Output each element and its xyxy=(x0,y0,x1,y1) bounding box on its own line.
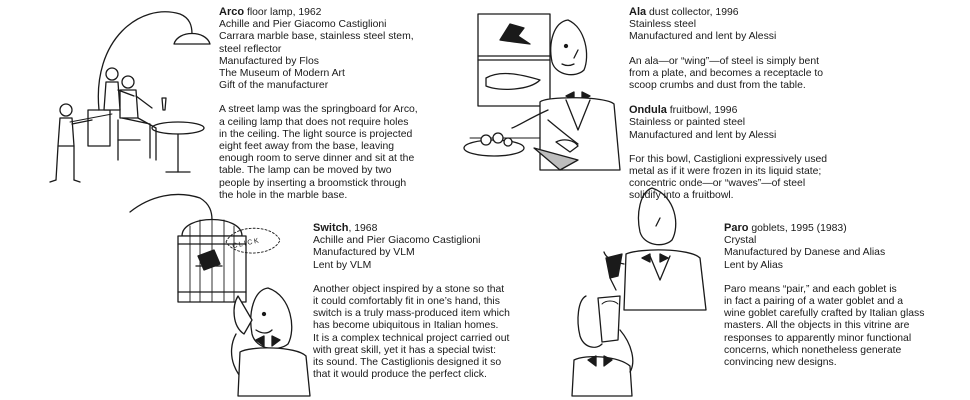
paro-credit-line: Lent by Alias xyxy=(724,259,783,271)
ala-credit-line: Manufactured and lent by Alessi xyxy=(629,31,777,43)
ondula-body-line: For this bowl, Castiglioni expressively used xyxy=(629,153,828,165)
ala-heading xyxy=(629,6,859,19)
ondula-subtitle: fruitbowl, 1996 xyxy=(669,105,738,117)
arco-credit-line: The Museum of Modern Art xyxy=(219,68,345,80)
paro-title: Paro xyxy=(724,222,749,234)
switch-body-line: has become ubiquitous in Italian homes. xyxy=(313,320,499,332)
paro-body-line: responses to apparently minor functional xyxy=(724,332,912,344)
paro-body-line: convincing new designs. xyxy=(724,357,837,369)
paro-body-line: concerns, which nonetheless generate xyxy=(724,344,902,356)
paro-illustration xyxy=(572,188,706,396)
paro-credit-line: Crystal xyxy=(724,235,757,247)
switch-heading xyxy=(313,222,543,235)
ondula-credit-line: Manufactured and lent by Alessi xyxy=(629,129,777,141)
ala-body-line: scoop crumbs and dust from the table. xyxy=(629,80,806,92)
switch-body-line: It is a complex technical project carried out xyxy=(313,332,510,344)
paro-body-line: Paro means “pair,” and each goblet is xyxy=(724,283,897,295)
arco-body-line: the hole in the marble base. xyxy=(219,189,348,201)
arco-lamp-illustration xyxy=(50,12,210,182)
arco-body-line: a ceiling lamp that does not require holes xyxy=(219,116,409,128)
ala-caption xyxy=(629,6,859,203)
switch-credit-line: Achille and Pier Giacomo Castiglioni xyxy=(313,235,481,247)
arco-credit-line: Manufactured by Flos xyxy=(219,55,319,67)
paro-body-line: masters. All the objects in this vitrine are xyxy=(724,320,910,332)
switch-body-line: with great skill, yet it has a special twist: xyxy=(313,344,497,356)
ala-subtitle: dust collector, 1996 xyxy=(649,7,739,18)
switch-body-line: Another object inspired by a stone so that xyxy=(313,283,505,295)
arco-body-line: people by inserting a broomstick through xyxy=(219,177,407,189)
ala-body-line: An ala—or “wing”—of steel is simply bent xyxy=(629,55,819,67)
arco-caption xyxy=(219,6,439,202)
arco-body-line: enough room to serve dinner and sit at the xyxy=(219,153,415,165)
arco-subtitle: floor lamp, 1962 xyxy=(246,7,322,18)
arco-credit-line: Carrara marble base, stainless steel stem, xyxy=(219,31,414,43)
ondula-body-line: solidify into a fruitbowl. xyxy=(629,190,734,202)
switch-subtitle: , 1968 xyxy=(348,223,378,234)
arco-heading xyxy=(219,6,439,19)
arco-credit-line: Gift of the manufacturer xyxy=(219,80,329,92)
arco-credit-line: steel reflector xyxy=(219,43,282,55)
paro-caption xyxy=(724,222,960,369)
switch-title: Switch xyxy=(313,222,349,234)
arco-credit-line: Achille and Pier Giacomo Castiglioni xyxy=(219,19,387,31)
ala-body-line: from a plate, and becomes a receptacle to xyxy=(629,67,824,79)
switch-body-line: that it would produce the perfect click. xyxy=(313,369,487,381)
arco-title: Arco xyxy=(219,6,245,18)
paro-subtitle: goblets, 1995 (1983) xyxy=(751,223,847,234)
arco-body-line: eight feet away from the base, leaving xyxy=(219,141,395,153)
switch-illustration xyxy=(130,194,310,396)
click-sound-label: CLICK xyxy=(231,237,261,251)
arco-body-line: in the ceiling. The light source is projected xyxy=(219,128,413,140)
ondula-heading xyxy=(629,104,859,117)
paro-body-line: in fact a pairing of a water goblet and a xyxy=(724,296,904,308)
switch-caption xyxy=(313,222,543,381)
paro-body-line: wine goblet carefully crafted by Italian glass xyxy=(724,308,925,320)
ondula-body-line: concentric onde—or “waves”—of steel xyxy=(629,178,806,190)
ala-credit-line: Stainless steel xyxy=(629,19,696,31)
ondula-credit-line: Stainless or painted steel xyxy=(629,117,746,129)
switch-body-line: its sound. The Castiglionis designed it so xyxy=(313,357,502,369)
arco-body-line: table. The lamp can be moved by two xyxy=(219,165,392,177)
ondula-body-line: metal as if it were frozen in its liquid state; xyxy=(629,166,822,178)
switch-body-line: it could comfortably fit in one’s hand, this xyxy=(313,296,500,308)
arco-body-line: A street lamp was the springboard for Arco, xyxy=(219,104,418,116)
paro-credit-line: Manufactured by Danese and Alias xyxy=(724,247,886,259)
switch-body-line: switch is a truly mass-produced item which xyxy=(313,308,510,320)
ondula-title: Ondula xyxy=(629,104,667,117)
switch-credit-line: Manufactured by VLM xyxy=(313,247,415,259)
ala-ondula-illustration xyxy=(464,14,620,170)
paro-heading xyxy=(724,222,960,235)
switch-credit-line: Lent by VLM xyxy=(313,259,372,271)
ala-title: Ala xyxy=(629,6,647,18)
